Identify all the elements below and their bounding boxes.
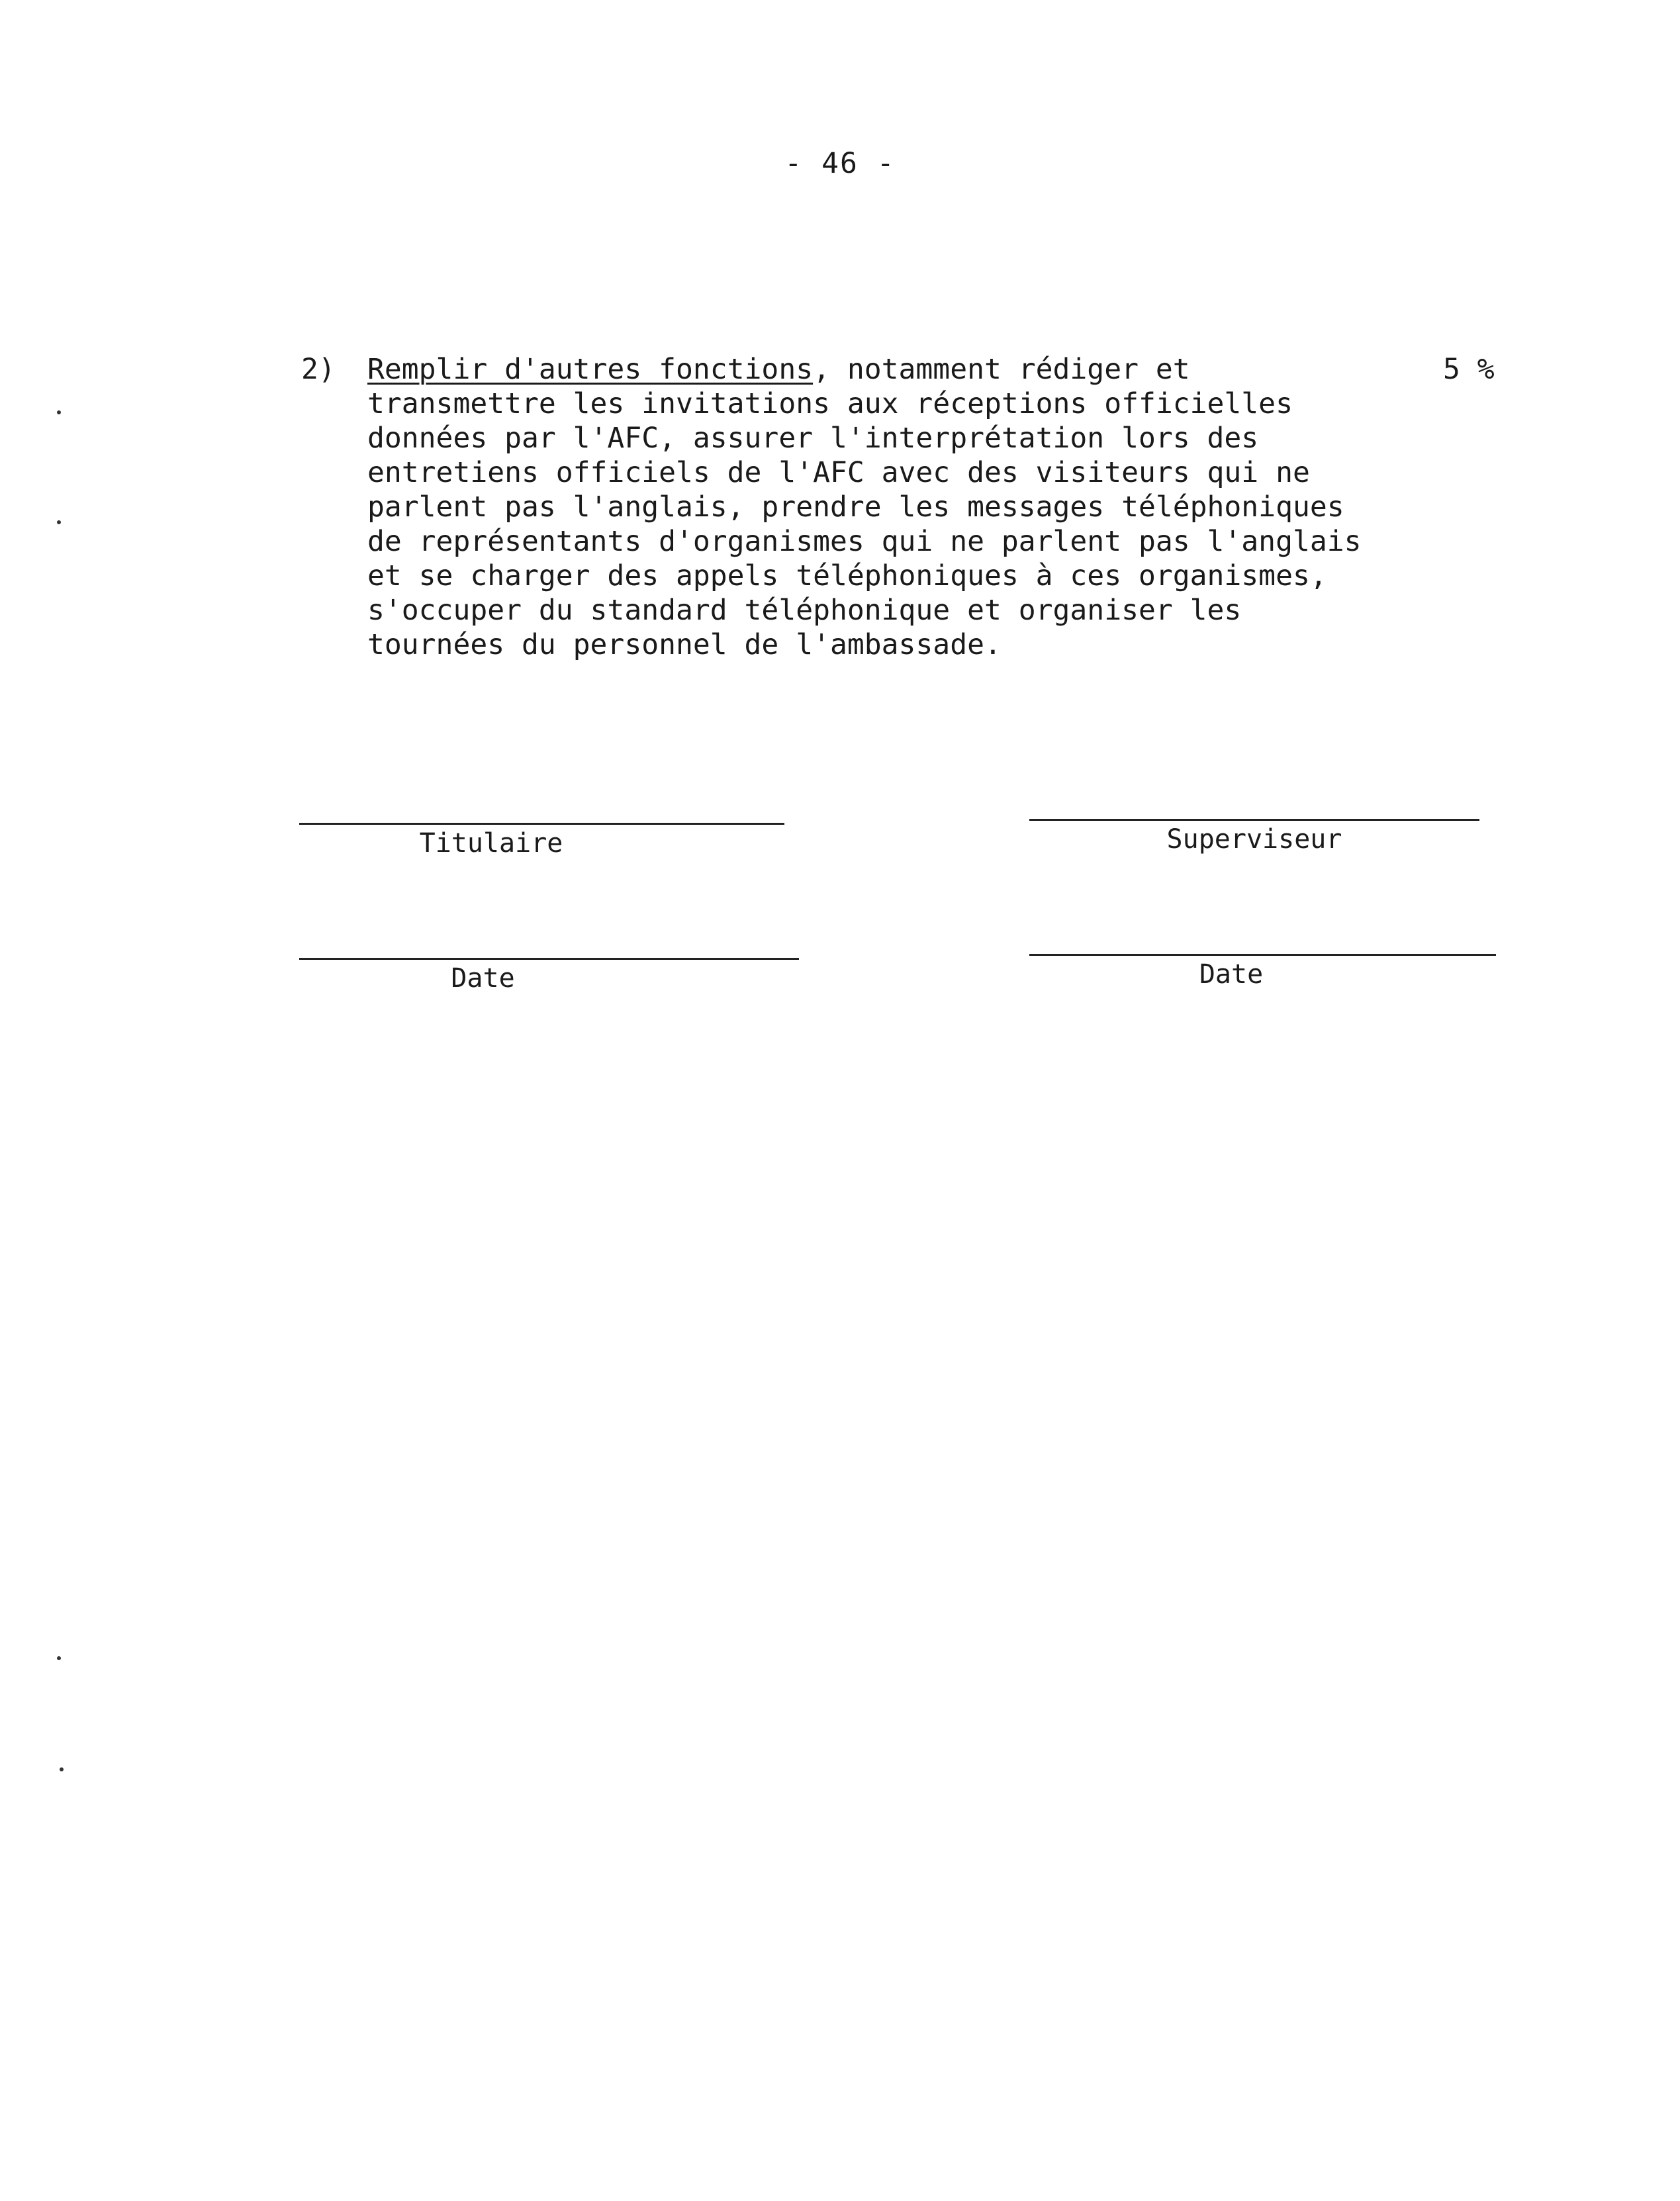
item-number: 2) xyxy=(301,353,336,386)
scan-speck xyxy=(57,520,61,524)
holder-date-line xyxy=(299,958,799,960)
item-heading: Remplir d'autres fonctions xyxy=(367,353,814,386)
supervisor-label: Superviseur xyxy=(1166,824,1342,855)
holder-signature-line xyxy=(299,823,784,825)
holder-date-label: Date xyxy=(451,963,515,994)
page-number: - 46 - xyxy=(784,147,896,180)
supervisor-signature-line xyxy=(1029,819,1479,821)
holder-label: Titulaire xyxy=(419,828,563,859)
scan-speck xyxy=(57,410,61,414)
item-percentage: 5 % xyxy=(1443,353,1495,386)
scan-speck xyxy=(57,1656,61,1660)
supervisor-date-label: Date xyxy=(1199,959,1264,990)
scan-speck xyxy=(60,1767,64,1771)
item-text xyxy=(367,352,1400,662)
item-body: , notamment rédiger et transmettre les invitations aux réceptions officielles données par l'AFC, assurer l'interprétation lors des entretiens officiels de l'AFC avec des visiteurs qui ne parlent pas l'anglais, prendre les messages téléphoniques de représentants d'organismes qui ne parlent pas l'anglais et se charger des appels téléphoniques à ces organismes, s'occuper du standard téléphonique et organiser les tournées du personnel de l'ambassade. xyxy=(367,353,1362,661)
supervisor-date-line xyxy=(1029,954,1496,956)
